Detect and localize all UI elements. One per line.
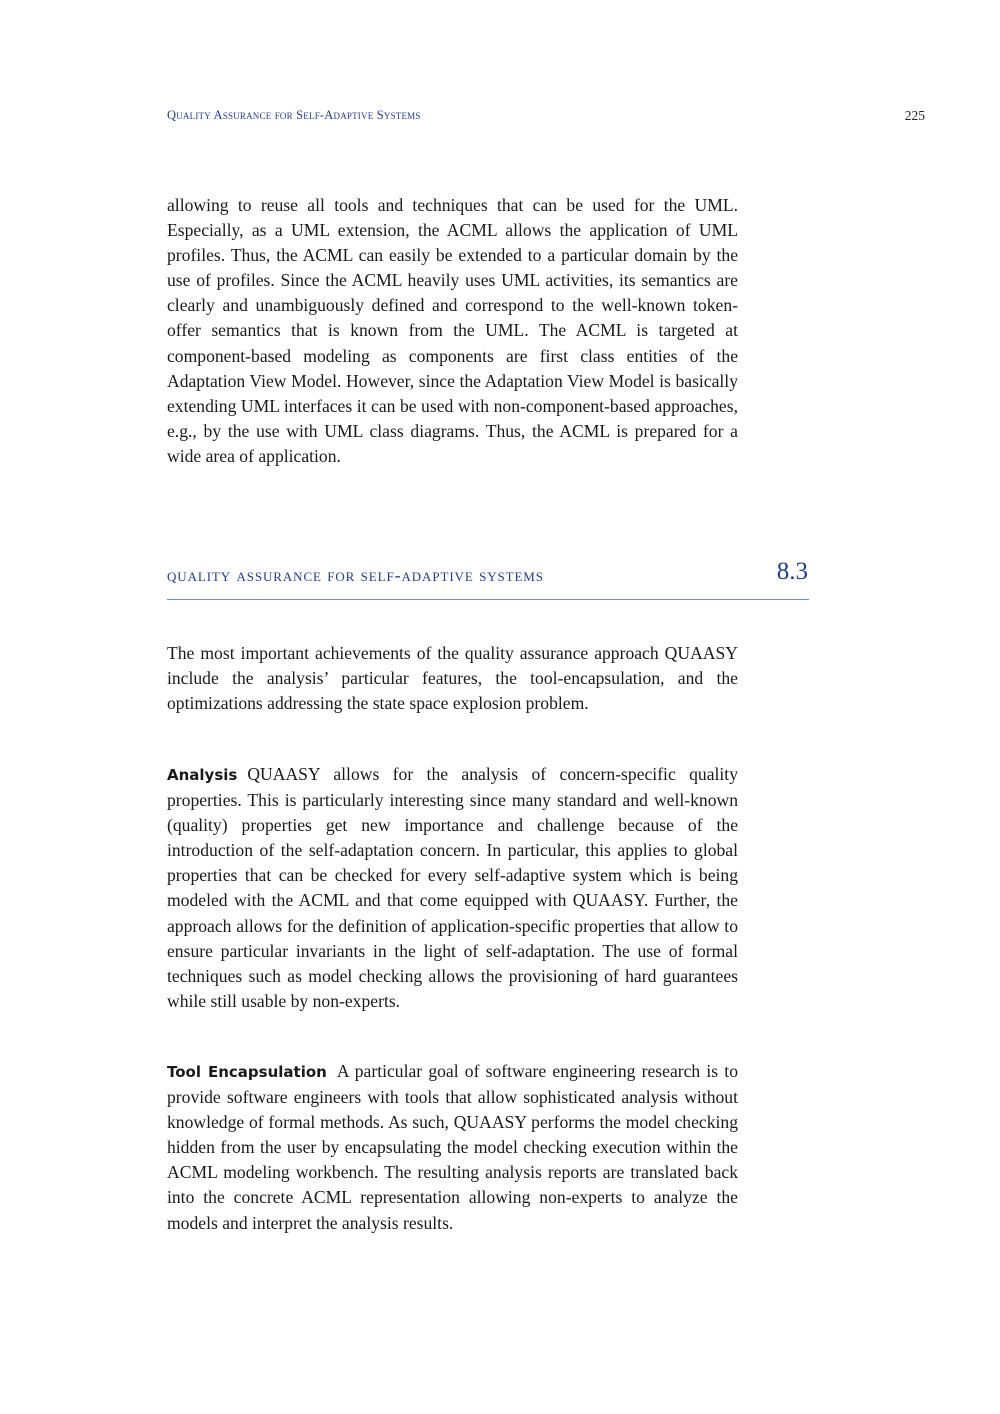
paragraph-analysis-text: QUAASY allows for the analysis of concern-specific quality properties. This is particularly interesting since many standard and well-known (quality) properties get new importance and challenge because of the introduction of the self-adaptation concern. In particular, this applies to global properties that can be checked for every self-adaptive system which is being modeled with the ACML and that come equipped with QUAASY. Further, the approach allows for the definition of application-specific properties that allow to ensure particular invariants in the light of self-adaptation. The use of formal techniques such as model checking allows the provisioning of hard guarantees while still usable by non-experts. (167, 764, 738, 1011)
paragraph-tool-encapsulation-text: A particular goal of software engineering research is to provide software engineers with tools that allow sophisticated analysis without knowledge of formal methods. As such, QUAASY performs the model checking hidden from the user by encapsulating the model checking execution within the ACML modeling workbench. The resulting analysis reports are translated back into the concrete ACML representation allowing non-experts to analyze the models and interpret the analysis results. (167, 1061, 738, 1233)
section-number: 8.3 (776, 558, 808, 585)
running-head: Quality Assurance for Self-Adaptive Systems (167, 108, 421, 122)
paragraph-heading-tool-encapsulation: Tool Encapsulation (167, 1063, 327, 1081)
paragraph-heading-analysis: Analysis (167, 766, 238, 784)
paragraph-tool-encapsulation (167, 1059, 738, 1236)
section-title: quality assurance for self-adaptive systems (167, 565, 544, 585)
paragraph-intro-continuation: allowing to reuse all tools and techniques that can be used for the UML. Especially, as a UML extension, the ACML allows the application of UML profiles. Thus, the ACML can easily be extended to a particular domain by the use of profiles. Since the ACML heavily uses UML activities, its semantics are clearly and unambiguously defined and correspond to the well-known token-offer semantics that is known from the UML. The ACML is targeted at component-based modeling as components are first class entities of the Adaptation View Model. However, since the Adaptation View Model is basically extending UML interfaces it can be used with non-component-based approaches, e.g., by the use with UML class diagrams. Thus, the ACML is prepared for a wide area of application. (167, 195, 738, 466)
paragraph-analysis (167, 762, 738, 1014)
paragraph-section-intro: The most important achievements of the quality assurance approach QUAASY include the analysis’ particular features, the tool-encapsulation, and the optimizations addressing the state space explosion problem. (167, 643, 738, 714)
section-divider (167, 599, 809, 600)
page-number: 225 (904, 108, 925, 123)
